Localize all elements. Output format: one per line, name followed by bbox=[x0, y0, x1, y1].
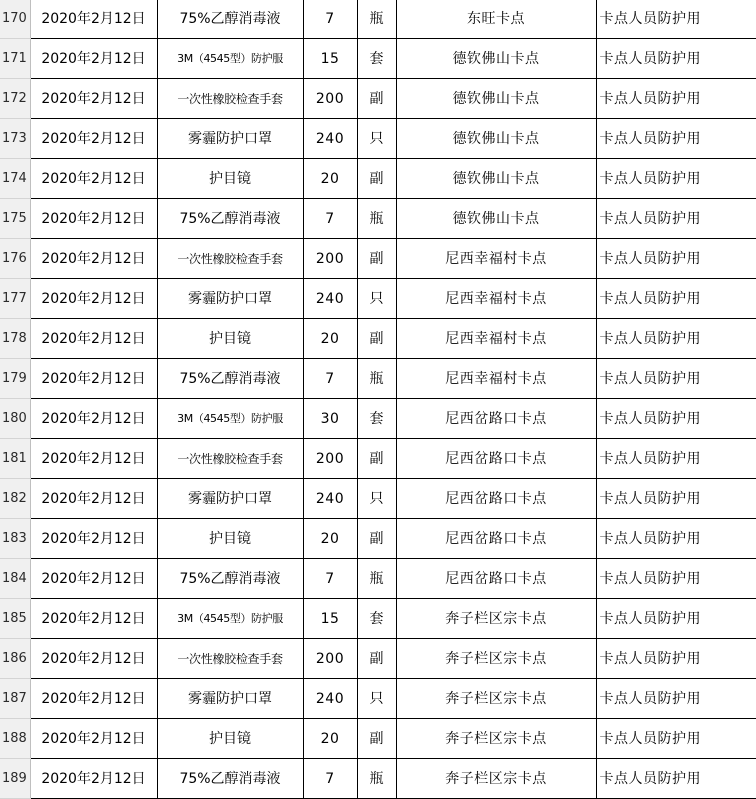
item-cell[interactable]: 3M（4545型）防护服 bbox=[157, 39, 303, 79]
table-row bbox=[0, 119, 756, 159]
date-cell[interactable]: 2020年2月12日 bbox=[30, 639, 157, 679]
unit-cell[interactable]: 只 bbox=[357, 279, 396, 319]
quantity-cell[interactable]: 20 bbox=[303, 159, 357, 199]
purpose-cell[interactable]: 卡点人员防护用 bbox=[596, 39, 756, 79]
unit-cell[interactable]: 只 bbox=[357, 119, 396, 159]
date-cell[interactable]: 2020年2月12日 bbox=[30, 719, 157, 759]
item-cell[interactable]: 雾霾防护口罩 bbox=[157, 279, 303, 319]
item-cell[interactable]: 3M（4545型）防护服 bbox=[157, 399, 303, 439]
quantity-cell[interactable]: 7 bbox=[303, 199, 357, 239]
purpose-cell[interactable]: 卡点人员防护用 bbox=[596, 399, 756, 439]
table-row bbox=[0, 639, 756, 679]
table-row bbox=[0, 759, 756, 799]
date-cell[interactable]: 2020年2月12日 bbox=[30, 279, 157, 319]
date-cell[interactable]: 2020年2月12日 bbox=[30, 559, 157, 599]
date-cell[interactable]: 2020年2月12日 bbox=[30, 119, 157, 159]
purpose-cell[interactable]: 卡点人员防护用 bbox=[596, 119, 756, 159]
table-row bbox=[0, 319, 756, 359]
unit-cell[interactable]: 副 bbox=[357, 159, 396, 199]
purpose-cell[interactable]: 卡点人员防护用 bbox=[596, 559, 756, 599]
date-cell[interactable]: 2020年2月12日 bbox=[30, 39, 157, 79]
location-cell[interactable]: 德钦佛山卡点 bbox=[396, 79, 596, 119]
purpose-cell[interactable]: 卡点人员防护用 bbox=[596, 79, 756, 119]
item-cell[interactable]: 75%乙醇消毒液 bbox=[157, 359, 303, 399]
row-header[interactable]: 175 bbox=[0, 199, 30, 239]
location-cell[interactable]: 尼西岔路口卡点 bbox=[396, 479, 596, 519]
date-cell[interactable]: 2020年2月12日 bbox=[30, 479, 157, 519]
table-row bbox=[0, 439, 756, 479]
table-row bbox=[0, 719, 756, 759]
date-cell[interactable]: 2020年2月12日 bbox=[30, 359, 157, 399]
row-header[interactable]: 170 bbox=[0, 0, 30, 39]
unit-cell[interactable]: 瓶 bbox=[357, 559, 396, 599]
quantity-cell[interactable]: 240 bbox=[303, 679, 357, 719]
purpose-cell[interactable]: 卡点人员防护用 bbox=[596, 759, 756, 799]
date-cell[interactable]: 2020年2月12日 bbox=[30, 439, 157, 479]
unit-cell[interactable]: 副 bbox=[357, 439, 396, 479]
date-cell[interactable]: 2020年2月12日 bbox=[30, 199, 157, 239]
unit-cell[interactable]: 副 bbox=[357, 239, 396, 279]
item-cell[interactable]: 75%乙醇消毒液 bbox=[157, 559, 303, 599]
table-row bbox=[0, 679, 756, 719]
table-row bbox=[0, 0, 756, 39]
quantity-cell[interactable]: 20 bbox=[303, 519, 357, 559]
location-cell[interactable]: 尼西幸福村卡点 bbox=[396, 279, 596, 319]
item-cell[interactable]: 75%乙醇消毒液 bbox=[157, 759, 303, 799]
location-cell[interactable]: 尼西岔路口卡点 bbox=[396, 519, 596, 559]
location-cell[interactable]: 德钦佛山卡点 bbox=[396, 39, 596, 79]
table-row bbox=[0, 199, 756, 239]
row-header[interactable]: 182 bbox=[0, 479, 30, 519]
purpose-cell[interactable]: 卡点人员防护用 bbox=[596, 239, 756, 279]
unit-cell[interactable]: 副 bbox=[357, 639, 396, 679]
row-header[interactable]: 174 bbox=[0, 159, 30, 199]
quantity-cell[interactable]: 30 bbox=[303, 399, 357, 439]
purpose-cell[interactable]: 卡点人员防护用 bbox=[596, 319, 756, 359]
unit-cell[interactable]: 瓶 bbox=[357, 759, 396, 799]
purpose-cell[interactable]: 卡点人员防护用 bbox=[596, 159, 756, 199]
date-cell[interactable]: 2020年2月12日 bbox=[30, 399, 157, 439]
unit-cell[interactable]: 套 bbox=[357, 599, 396, 639]
item-cell[interactable]: 雾霾防护口罩 bbox=[157, 679, 303, 719]
item-cell[interactable]: 护目镜 bbox=[157, 719, 303, 759]
unit-cell[interactable]: 瓶 bbox=[357, 199, 396, 239]
row-header[interactable]: 176 bbox=[0, 239, 30, 279]
purpose-cell[interactable]: 卡点人员防护用 bbox=[596, 519, 756, 559]
row-header[interactable]: 186 bbox=[0, 639, 30, 679]
row-header[interactable]: 188 bbox=[0, 719, 30, 759]
row-header[interactable]: 184 bbox=[0, 559, 30, 599]
item-cell[interactable]: 雾霾防护口罩 bbox=[157, 479, 303, 519]
purpose-cell[interactable]: 卡点人员防护用 bbox=[596, 279, 756, 319]
row-header[interactable]: 185 bbox=[0, 599, 30, 639]
item-cell[interactable]: 雾霾防护口罩 bbox=[157, 119, 303, 159]
quantity-cell[interactable]: 7 bbox=[303, 359, 357, 399]
item-cell[interactable]: 一次性橡胶检查手套 bbox=[157, 79, 303, 119]
location-cell[interactable]: 德钦佛山卡点 bbox=[396, 159, 596, 199]
unit-cell[interactable]: 套 bbox=[357, 39, 396, 79]
table-row bbox=[0, 159, 756, 199]
row-header[interactable]: 173 bbox=[0, 119, 30, 159]
quantity-cell[interactable]: 200 bbox=[303, 239, 357, 279]
date-cell[interactable]: 2020年2月12日 bbox=[30, 759, 157, 799]
unit-cell[interactable]: 只 bbox=[357, 679, 396, 719]
location-cell[interactable]: 奔子栏区宗卡点 bbox=[396, 719, 596, 759]
quantity-cell[interactable]: 200 bbox=[303, 639, 357, 679]
location-cell[interactable]: 德钦佛山卡点 bbox=[396, 199, 596, 239]
location-cell[interactable]: 尼西幸福村卡点 bbox=[396, 319, 596, 359]
table-row bbox=[0, 599, 756, 639]
quantity-cell[interactable]: 20 bbox=[303, 319, 357, 359]
unit-cell[interactable]: 瓶 bbox=[357, 359, 396, 399]
quantity-cell[interactable]: 240 bbox=[303, 479, 357, 519]
purpose-cell[interactable]: 卡点人员防护用 bbox=[596, 599, 756, 639]
purpose-cell[interactable]: 卡点人员防护用 bbox=[596, 199, 756, 239]
location-cell[interactable]: 奔子栏区宗卡点 bbox=[396, 679, 596, 719]
table-row bbox=[0, 479, 756, 519]
item-cell[interactable]: 护目镜 bbox=[157, 519, 303, 559]
unit-cell[interactable]: 副 bbox=[357, 719, 396, 759]
row-header[interactable]: 181 bbox=[0, 439, 30, 479]
date-cell[interactable]: 2020年2月12日 bbox=[30, 679, 157, 719]
quantity-cell[interactable]: 7 bbox=[303, 0, 357, 39]
unit-cell[interactable]: 副 bbox=[357, 319, 396, 359]
item-cell[interactable]: 护目镜 bbox=[157, 159, 303, 199]
date-cell[interactable]: 2020年2月12日 bbox=[30, 319, 157, 359]
table-row bbox=[0, 279, 756, 319]
quantity-cell[interactable]: 7 bbox=[303, 759, 357, 799]
item-cell[interactable]: 3M（4545型）防护服 bbox=[157, 599, 303, 639]
unit-cell[interactable]: 副 bbox=[357, 519, 396, 559]
location-cell[interactable]: 尼西幸福村卡点 bbox=[396, 359, 596, 399]
row-header[interactable]: 179 bbox=[0, 359, 30, 399]
item-cell[interactable]: 护目镜 bbox=[157, 319, 303, 359]
location-cell[interactable]: 奔子栏区宗卡点 bbox=[396, 639, 596, 679]
location-cell[interactable]: 尼西岔路口卡点 bbox=[396, 439, 596, 479]
item-cell[interactable]: 一次性橡胶检查手套 bbox=[157, 239, 303, 279]
date-cell[interactable]: 2020年2月12日 bbox=[30, 239, 157, 279]
unit-cell[interactable]: 瓶 bbox=[357, 0, 396, 39]
quantity-cell[interactable]: 20 bbox=[303, 719, 357, 759]
item-cell[interactable]: 一次性橡胶检查手套 bbox=[157, 639, 303, 679]
quantity-cell[interactable]: 200 bbox=[303, 79, 357, 119]
location-cell[interactable]: 奔子栏区宗卡点 bbox=[396, 599, 596, 639]
row-header[interactable]: 178 bbox=[0, 319, 30, 359]
date-cell[interactable]: 2020年2月12日 bbox=[30, 159, 157, 199]
unit-cell[interactable]: 套 bbox=[357, 399, 396, 439]
purpose-cell[interactable]: 卡点人员防护用 bbox=[596, 639, 756, 679]
table-row bbox=[0, 359, 756, 399]
unit-cell[interactable]: 只 bbox=[357, 479, 396, 519]
item-cell[interactable]: 75%乙醇消毒液 bbox=[157, 199, 303, 239]
date-cell[interactable]: 2020年2月12日 bbox=[30, 79, 157, 119]
row-header[interactable]: 171 bbox=[0, 39, 30, 79]
purpose-cell[interactable]: 卡点人员防护用 bbox=[596, 0, 756, 39]
location-cell[interactable]: 德钦佛山卡点 bbox=[396, 119, 596, 159]
row-header[interactable]: 189 bbox=[0, 759, 30, 799]
table-row bbox=[0, 399, 756, 439]
quantity-cell[interactable]: 240 bbox=[303, 119, 357, 159]
date-cell[interactable]: 2020年2月12日 bbox=[30, 599, 157, 639]
date-cell[interactable]: 2020年2月12日 bbox=[30, 519, 157, 559]
item-cell[interactable]: 75%乙醇消毒液 bbox=[157, 0, 303, 39]
unit-cell[interactable]: 副 bbox=[357, 79, 396, 119]
row-header[interactable]: 177 bbox=[0, 279, 30, 319]
location-cell[interactable]: 尼西幸福村卡点 bbox=[396, 239, 596, 279]
location-cell[interactable]: 东旺卡点 bbox=[396, 0, 596, 39]
location-cell[interactable]: 尼西岔路口卡点 bbox=[396, 399, 596, 439]
date-cell[interactable]: 2020年2月12日 bbox=[30, 0, 157, 39]
quantity-cell[interactable]: 15 bbox=[303, 39, 357, 79]
row-header[interactable]: 187 bbox=[0, 679, 30, 719]
row-header[interactable]: 172 bbox=[0, 79, 30, 119]
table-row bbox=[0, 79, 756, 119]
table-row bbox=[0, 39, 756, 79]
quantity-cell[interactable]: 15 bbox=[303, 599, 357, 639]
location-cell[interactable]: 奔子栏区宗卡点 bbox=[396, 759, 596, 799]
location-cell[interactable]: 尼西岔路口卡点 bbox=[396, 559, 596, 599]
table-row bbox=[0, 239, 756, 279]
item-cell[interactable]: 一次性橡胶检查手套 bbox=[157, 439, 303, 479]
purpose-cell[interactable]: 卡点人员防护用 bbox=[596, 719, 756, 759]
row-header[interactable]: 180 bbox=[0, 399, 30, 439]
row-header[interactable]: 183 bbox=[0, 519, 30, 559]
purpose-cell[interactable]: 卡点人员防护用 bbox=[596, 479, 756, 519]
purpose-cell[interactable]: 卡点人员防护用 bbox=[596, 439, 756, 479]
purpose-cell[interactable]: 卡点人员防护用 bbox=[596, 679, 756, 719]
quantity-cell[interactable]: 7 bbox=[303, 559, 357, 599]
purpose-cell[interactable]: 卡点人员防护用 bbox=[596, 359, 756, 399]
table-row bbox=[0, 559, 756, 599]
quantity-cell[interactable]: 200 bbox=[303, 439, 357, 479]
quantity-cell[interactable]: 240 bbox=[303, 279, 357, 319]
table-row bbox=[0, 519, 756, 559]
